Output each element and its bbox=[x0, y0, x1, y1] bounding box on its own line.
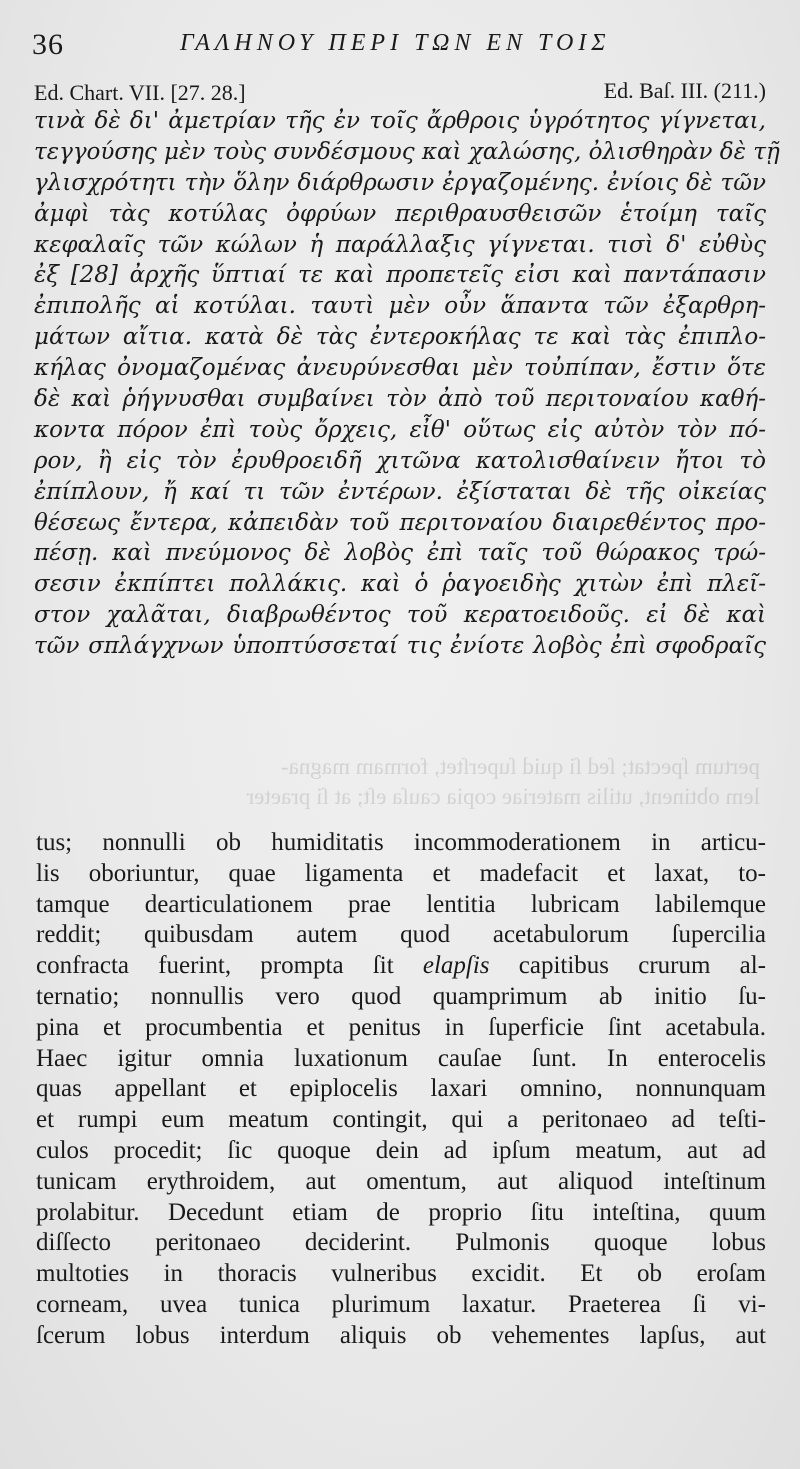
bleed-through-text bbox=[40, 752, 760, 812]
latin-line: ternatio; nonnullis vero quod quamprimum ab initio ſu- bbox=[36, 982, 766, 1010]
latin-line: tunicam erythroidem, aut omentum, aut aliquod inteſtinum bbox=[36, 1167, 766, 1195]
greek-line: ἐξ [28] ἀρχῆς ὕπτιαί τε καὶ προπετεῖς εἰσι καὶ παντάπασιν bbox=[34, 262, 766, 289]
latin-line: ſcerum lobus interdum aliquis ob vehementes lapſus, aut bbox=[36, 1321, 766, 1349]
greek-line: στον χαλᾶται, διαβρωθέντος τοῦ κερατοειδοῦς. εἰ δὲ καὶ bbox=[34, 602, 766, 629]
greek-line: ἐπίπλουν, ἤ καί τι τῶν ἐντέρων. ἐξίσταται δὲ τῆς οἰκείας bbox=[34, 478, 766, 505]
latin-line: pina et procumbentia et penitus in ſuperficie ſint acetabula. bbox=[36, 1013, 766, 1041]
latin-line: tus; nonnulli ob humiditatis incommoderationem in articu- bbox=[36, 829, 766, 856]
greek-line: μάτων αἴτια. κατὰ δὲ τὰς ἐντεροκήλας τε καὶ τὰς ἐπιπλο- bbox=[34, 324, 766, 351]
latin-line-with-italic bbox=[36, 951, 766, 982]
greek-line: πέσῃ. καὶ πνεύμονος δὲ λοβὸς ἐπὶ ταῖς τοῦ θώρακος τρώ- bbox=[34, 540, 766, 567]
latin-line: Haec igitur omnia luxationum cauſae ſunt. In enterocelis bbox=[36, 1044, 766, 1072]
greek-line: τεγγούσης μὲν τοὺς συνδέσμους καὶ χαλώσης, ὀλισθηρὰν δὲ τῇ bbox=[34, 138, 780, 165]
latin-line: culos procedit; ſic quoque dein ad ipſum meatum, aut ad bbox=[36, 1136, 766, 1164]
latin-text-block bbox=[36, 828, 766, 1352]
latin-italic-word: elapſis bbox=[422, 952, 490, 980]
greek-line: δὲ καὶ ῥήγνυσθαι συμβαίνει τὸν ἀπὸ τοῦ περιτοναίου καθή- bbox=[34, 386, 766, 413]
latin-line: quas appellant et epiplocelis laxari omnino, nonnunquam bbox=[36, 1075, 766, 1103]
latin-line: lis oboriuntur, quae ligamenta et madefacit et laxat, to- bbox=[36, 859, 766, 887]
greek-line: τινὰ δὲ δι' ἀμετρίαν τῆς ἐν τοῖς ἄρθροις ὑγρότητος γίγνεται, bbox=[34, 108, 766, 134]
latin-line: corneam, uvea tunica plurimum laxatur. Praeterea ſi vi- bbox=[36, 1290, 766, 1318]
latin-line-head: confracta fuerint, prompta ſit bbox=[36, 952, 394, 980]
edition-reference-chartier: Ed. Chart. VII. [27. 28.] bbox=[34, 80, 246, 105]
greek-line: θέσεως ἔντερα, κἀπειδὰν τοῦ περιτοναίου διαιρεθέντος προ- bbox=[34, 509, 766, 536]
greek-line: κήλας ὀνομαζομένας ἀνευρύνεσθαι μὲν τοὐπίπαν, ἔστιν ὅτε bbox=[34, 355, 766, 382]
running-title: ΓΑΛΗΝΟΥ ΠΕΡΙ ΤΩΝ ΕΝ ΤΟΙΣ bbox=[180, 30, 611, 56]
page-number: 36 bbox=[32, 28, 64, 61]
greek-line: κοντα πόρον ἐπὶ τοὺς ὄρχεις, εἶθ' οὕτως εἰς αὐτὸν τὸν πό- bbox=[34, 416, 766, 443]
latin-line: diſſecto peritonaeo deciderint. Pulmonis quoque lobus bbox=[36, 1229, 766, 1257]
greek-line: ἀμφὶ τὰς κοτύλας ὀφρύων περιθραυσθεισῶν ἑτοίμη ταῖς bbox=[34, 200, 766, 227]
greek-text-block bbox=[34, 106, 780, 662]
greek-line: σεσιν ἐκπίπτει πολλάκις. καὶ ὁ ῥαγοειδὴς χιτὼν ἐπὶ πλεῖ- bbox=[34, 571, 766, 598]
bleed-through-line: pertum ſpectat; ſed ſi quid ſuperſtet, formam magna- bbox=[280, 754, 760, 779]
edition-reference-basel: Ed. Baſ. III. (211.) bbox=[603, 78, 766, 103]
latin-line: prolabitur. Decedunt etiam de proprio ſitu inteſtina, quum bbox=[36, 1198, 766, 1226]
greek-line: γλισχρότητι τὴν ὅλην διάρθρωσιν ἐργαζομένης. ἐνίοις δὲ τῶν bbox=[34, 169, 766, 196]
greek-line: κεφαλαῖς τῶν κώλων ἡ παράλλαξις γίγνεται. τισὶ δ' εὐθὺς bbox=[34, 231, 766, 258]
bleed-through-line: lem obtinent, utilis materiae copia cauſa eſt; at ſi praeter bbox=[246, 784, 760, 809]
greek-line: τῶν σπλάγχνων ὑποπτύσσεταί τις ἐνίοτε λοβὸς ἐπὶ σφοδραῖς bbox=[34, 633, 766, 660]
latin-line: multoties in thoracis vulneribus excidit. Et ob eroſam bbox=[36, 1260, 766, 1288]
latin-line: et rumpi eum meatum contingit, qui a peritonaeo ad teſti- bbox=[36, 1106, 766, 1134]
greek-line: ἐπιπολῆς αἱ κοτύλαι. ταυτὶ μὲν οὖν ἅπαντα τῶν ἐξαρθρη- bbox=[34, 293, 766, 320]
greek-line: ρον, ἢ εἰς τὸν ἐρυθροειδῆ χιτῶνα κατολισθαίνειν ἤτοι τὸ bbox=[34, 447, 766, 474]
latin-line: reddit; quibusdam autem quod acetabulorum ſupercilia bbox=[36, 921, 766, 949]
latin-line: tamque dearticulationem prae lentitia lubricam labilemque bbox=[36, 890, 766, 918]
latin-line-tail: capitibus crurum al- bbox=[518, 952, 767, 980]
